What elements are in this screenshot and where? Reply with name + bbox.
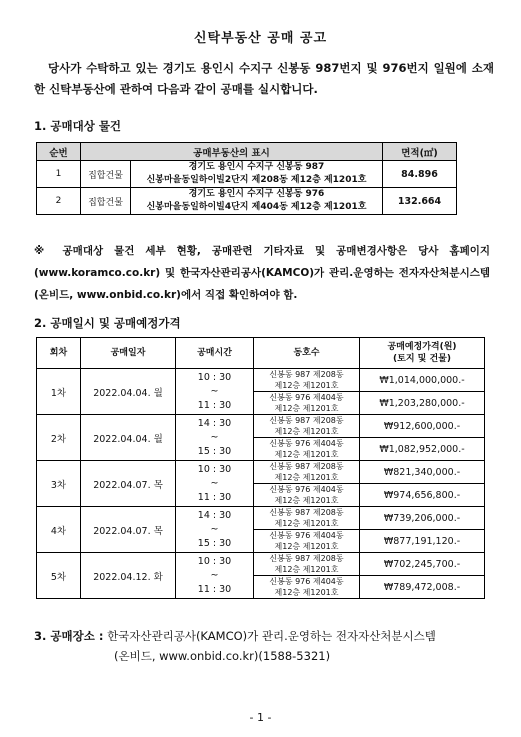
- header-round: 회차: [37, 338, 81, 369]
- unit-line1: 신봉동 976 제404동: [269, 485, 344, 494]
- time-cell: [176, 553, 254, 599]
- section2-heading: 2. 공매일시 및 공매예정가격: [34, 316, 181, 330]
- header-no: 순번: [37, 143, 81, 161]
- property-no: 1: [37, 161, 81, 188]
- property-row: [37, 161, 457, 188]
- property-type: 집합건물: [81, 188, 131, 215]
- unit-line1: 신봉동 976 제404동: [269, 393, 344, 402]
- unit-line1: 신봉동 987 제208동: [269, 508, 344, 517]
- unit-cell: [254, 507, 360, 530]
- property-address: [131, 161, 383, 188]
- time-end: 11 : 30: [197, 491, 232, 503]
- unit-line2: 제12층 제1201호: [274, 381, 339, 390]
- price-cell: ₩974,656,800.-: [360, 484, 485, 507]
- property-area: 132.664: [383, 188, 457, 215]
- property-table: [36, 142, 457, 215]
- unit-cell: [254, 530, 360, 553]
- unit-cell: [254, 369, 360, 392]
- time-cell: [176, 415, 254, 461]
- unit-cell: [254, 392, 360, 415]
- time-tilde: ~: [210, 431, 219, 443]
- round-cell: 3차: [37, 461, 81, 507]
- time-end: 11 : 30: [197, 399, 232, 411]
- header-price: [360, 338, 485, 369]
- place-label: 3. 공매장소 :: [34, 629, 104, 643]
- unit-line1: 신봉동 987 제208동: [269, 370, 344, 379]
- time-end: 15 : 30: [197, 445, 232, 457]
- unit-cell: [254, 438, 360, 461]
- header-area: 면적(㎡): [383, 143, 457, 161]
- property-row: [37, 188, 457, 215]
- auction-schedule-table: [36, 337, 485, 599]
- unit-line1: 신봉동 987 제208동: [269, 416, 344, 425]
- property-type: 집합건물: [81, 161, 131, 188]
- time-start: 10 : 30: [197, 371, 232, 383]
- round-cell: 1차: [37, 369, 81, 415]
- schedule-table-header: [37, 338, 485, 369]
- unit-line2: 제12층 제1201호: [274, 519, 339, 528]
- schedule-row: [37, 553, 485, 576]
- unit-cell: [254, 484, 360, 507]
- time-cell: [176, 369, 254, 415]
- time-cell: [176, 461, 254, 507]
- unit-cell: [254, 553, 360, 576]
- document-title: 신탁부동산 공매 공고: [193, 31, 328, 46]
- address-line1: 경기도 용인시 수지구 신봉동 987: [188, 162, 325, 172]
- time-end: 15 : 30: [197, 537, 232, 549]
- unit-line1: 신봉동 987 제208동: [269, 554, 344, 563]
- unit-line1: 신봉동 976 제404동: [269, 577, 344, 586]
- time-tilde: ~: [210, 385, 219, 397]
- page-number: - 1 -: [249, 711, 272, 724]
- unit-line2: 제12층 제1201호: [274, 450, 339, 459]
- time-start: 14 : 30: [197, 509, 232, 521]
- header-time: 공매시간: [176, 338, 254, 369]
- property-address: [131, 188, 383, 215]
- unit-line2: 제12층 제1201호: [274, 404, 339, 413]
- unit-cell: [254, 461, 360, 484]
- round-cell: 2차: [37, 415, 81, 461]
- header-price-line2: (토지 및 건물): [393, 354, 451, 364]
- intro-paragraph: 당사가 수탁하고 있는 경기도 용인시 수지구 신봉동 987번지 및 976번지 일원에 소재한 신탁부동산에 관하여 다음과 같이 공매를 실시합니다.: [34, 61, 494, 96]
- auction-place: [34, 626, 504, 666]
- unit-line1: 신봉동 976 제404동: [269, 439, 344, 448]
- header-date: 공매일자: [81, 338, 176, 369]
- price-cell: ₩821,340,000.-: [360, 461, 485, 484]
- round-cell: 5차: [37, 553, 81, 599]
- time-cell: [176, 507, 254, 553]
- price-cell: ₩1,082,952,000.-: [360, 438, 485, 461]
- price-cell: ₩912,600,000.-: [360, 415, 485, 438]
- time-start: 10 : 30: [197, 555, 232, 567]
- unit-line2: 제12층 제1201호: [274, 427, 339, 436]
- time-end: 11 : 30: [197, 583, 232, 595]
- price-cell: ₩702,245,700.-: [360, 553, 485, 576]
- time-start: 10 : 30: [197, 463, 232, 475]
- property-no: 2: [37, 188, 81, 215]
- date-cell: 2022.04.04. 월: [81, 369, 176, 415]
- unit-line2: 제12층 제1201호: [274, 473, 339, 482]
- section1-heading: 1. 공매대상 물건: [34, 119, 122, 133]
- property-table-header: [37, 143, 457, 161]
- header-desc: 공매부동산의 표시: [81, 143, 383, 161]
- schedule-row: [37, 415, 485, 438]
- time-tilde: ~: [210, 569, 219, 581]
- header-price-line1: 공매예정가격(원): [387, 342, 457, 352]
- date-cell: 2022.04.12. 화: [81, 553, 176, 599]
- price-cell: ₩739,206,000.-: [360, 507, 485, 530]
- schedule-row: [37, 507, 485, 530]
- header-unit: 동호수: [254, 338, 360, 369]
- schedule-body: [37, 369, 485, 599]
- unit-cell: [254, 415, 360, 438]
- schedule-row: [37, 369, 485, 392]
- time-start: 14 : 30: [197, 417, 232, 429]
- round-cell: 4차: [37, 507, 81, 553]
- unit-line1: 신봉동 987 제208동: [269, 462, 344, 471]
- place-line2: (온비드, www.onbid.co.kr)(1588-5321): [114, 649, 331, 663]
- price-cell: ₩1,014,000,000.-: [360, 369, 485, 392]
- address-line2: 신봉마을동일하이빌4단지 제404동 제12층 제1201호: [146, 202, 367, 212]
- time-tilde: ~: [210, 523, 219, 535]
- date-cell: 2022.04.07. 목: [81, 507, 176, 553]
- schedule-row: [37, 461, 485, 484]
- unit-cell: [254, 576, 360, 599]
- unit-line1: 신봉동 976 제404동: [269, 531, 344, 540]
- date-cell: 2022.04.07. 목: [81, 461, 176, 507]
- date-cell: 2022.04.04. 월: [81, 415, 176, 461]
- time-tilde: ~: [210, 477, 219, 489]
- price-cell: ₩1,203,280,000.-: [360, 392, 485, 415]
- address-line2: 신봉마을동일하이빌2단지 제208동 제12층 제1201호: [146, 175, 367, 185]
- price-cell: ₩877,191,120.-: [360, 530, 485, 553]
- place-line1: 한국자산관리공사(KAMCO)가 관리.운영하는 전자자산처분시스템: [107, 629, 436, 643]
- price-cell: ₩789,472,008.-: [360, 576, 485, 599]
- address-line1: 경기도 용인시 수지구 신봉동 976: [188, 189, 325, 199]
- unit-line2: 제12층 제1201호: [274, 565, 339, 574]
- property-area: 84.896: [383, 161, 457, 188]
- unit-line2: 제12층 제1201호: [274, 496, 339, 505]
- unit-line2: 제12층 제1201호: [274, 542, 339, 551]
- unit-line2: 제12층 제1201호: [274, 588, 339, 597]
- notice-paragraph: ※ 공매대상 물건 세부 현황, 공매관련 기타자료 및 공매변경사항은 당사 홈페이지(www.koramco.co.kr) 및 한국자산관리공사(KAMCO)가 관리.운영하는 전자자산처분시스템(온비드, www.onbid.co.kr)에서 직접 확인하여야 함.: [34, 245, 490, 301]
